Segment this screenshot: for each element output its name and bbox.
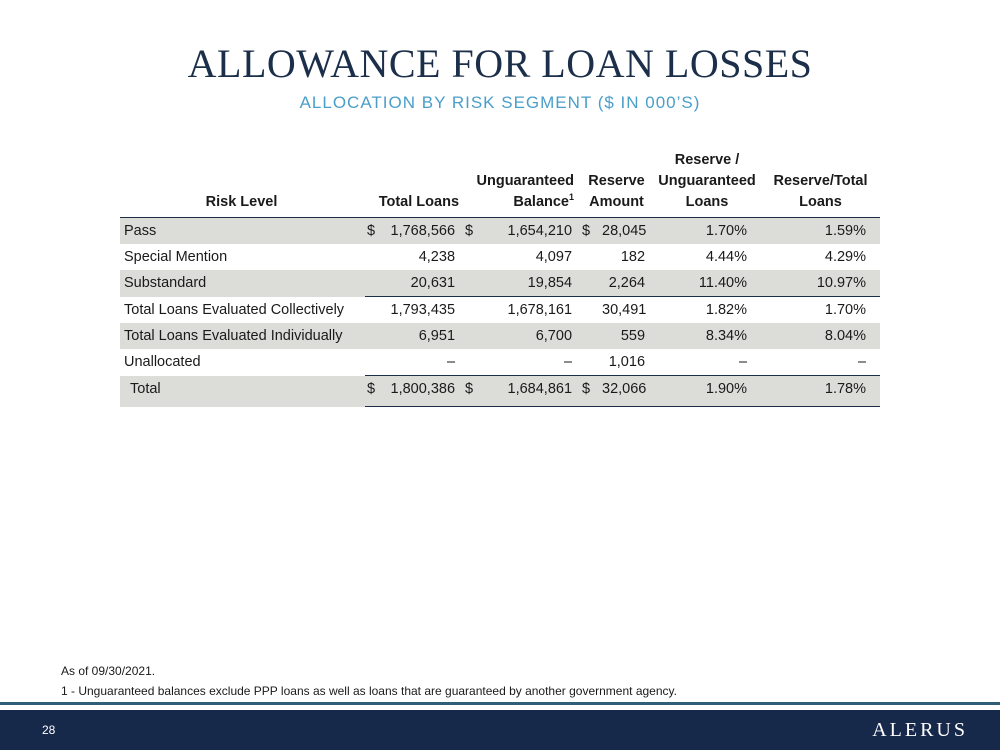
cell-unguaranteed: 1,678,161 — [483, 297, 580, 324]
table-total-double-underline — [120, 407, 880, 410]
row-label: Pass — [120, 218, 365, 245]
row-label: Total — [120, 376, 365, 403]
table-row-pass — [120, 218, 880, 245]
cell-reserve-total: 4.29% — [824, 249, 867, 265]
cell-reserve-unguaranteed: 1.82% — [653, 297, 761, 324]
dollar-sign: $ — [580, 218, 598, 245]
cell-reserve: 28,045 — [598, 218, 653, 245]
cell-reserve: 182 — [620, 249, 646, 265]
header-risk-level: Risk Level — [205, 194, 278, 210]
cell-total-loans: 1,793,435 — [385, 297, 463, 324]
header-reserve-total: Reserve/Total Loans — [773, 173, 868, 210]
allowance-table — [120, 150, 880, 409]
row-label: Total Loans Evaluated Collectively — [124, 301, 345, 318]
cell-unguaranteed: 6,700 — [483, 323, 580, 349]
cell-total-loans: 1,800,386 — [385, 376, 463, 403]
footer-divider — [0, 702, 1000, 705]
table-row-evaluated-individually — [120, 323, 880, 349]
dollar-sign: $ — [365, 218, 385, 245]
as-of-note: As of 09/30/2021. — [61, 664, 156, 678]
cell-reserve: 1,016 — [608, 354, 646, 370]
cell-unguaranteed: 19,854 — [483, 270, 580, 297]
cell-reserve-unguaranteed: – — [738, 354, 748, 370]
row-label: Unallocated — [124, 354, 201, 371]
footer-bar — [0, 710, 1000, 750]
cell-unguaranteed: 4,097 — [535, 249, 573, 265]
cell-total-loans: 1,768,566 — [385, 218, 463, 245]
table-row-special-mention — [120, 244, 880, 270]
cell-total-loans: – — [446, 354, 456, 370]
header-total-loans: Total Loans — [378, 194, 460, 210]
cell-reserve: 559 — [598, 323, 653, 349]
page-subtitle: ALLOCATION BY RISK SEGMENT ($ IN 000’S) — [299, 93, 701, 112]
cell-unguaranteed: – — [563, 354, 573, 370]
cell-reserve-unguaranteed: 1.90% — [653, 376, 761, 403]
cell-unguaranteed: 1,684,861 — [483, 376, 580, 403]
cell-reserve-total: – — [857, 354, 867, 370]
cell-unguaranteed: 1,654,210 — [483, 218, 580, 245]
header-reserve-unguaranteed: Reserve / Unguaranteed Loans — [658, 152, 756, 210]
dollar-sign: $ — [580, 376, 598, 403]
dollar-sign: $ — [463, 218, 483, 245]
header-unguaranteed-balance: Unguaranteed Balance$^1$ — [476, 173, 575, 210]
page-title: ALLOWANCE FOR LOAN LOSSES — [187, 41, 813, 86]
cell-reserve-total: 1.59% — [761, 218, 880, 245]
dollar-sign: $ — [365, 376, 385, 403]
table-header-row — [120, 150, 880, 218]
cell-reserve-unguaranteed: 1.70% — [653, 218, 761, 245]
cell-total-loans: 4,238 — [418, 249, 456, 265]
dollar-sign: $ — [463, 376, 483, 403]
table-row-substandard — [120, 270, 880, 297]
footnote: 1 - Unguaranteed balances exclude PPP loans as well as loans that are guaranteed by another government agency. — [61, 684, 677, 698]
cell-reserve: 2,264 — [598, 270, 653, 297]
row-label: Special Mention — [124, 249, 228, 265]
header-reserve-amount: Reserve Amount — [588, 173, 645, 210]
cell-reserve-total: 1.78% — [761, 376, 880, 403]
cell-reserve: 30,491 — [598, 297, 653, 324]
alerus-logo: ALERUS — [872, 719, 968, 741]
cell-total-loans: 20,631 — [385, 270, 463, 297]
cell-total-loans: 6,951 — [385, 323, 463, 349]
cell-reserve-unguaranteed: 4.44% — [705, 249, 748, 265]
cell-reserve-unguaranteed: 11.40% — [653, 270, 761, 297]
table-row-unallocated — [120, 349, 880, 376]
row-label: Substandard — [120, 270, 365, 297]
cell-reserve-unguaranteed: 8.34% — [653, 323, 761, 349]
table-row-evaluated-collectively — [120, 297, 880, 324]
row-label: Total Loans Evaluated Individually — [120, 323, 365, 349]
page-number: 28 — [42, 723, 56, 737]
cell-reserve-total: 8.04% — [761, 323, 880, 349]
cell-reserve: 32,066 — [598, 376, 653, 403]
cell-reserve-total: 10.97% — [761, 270, 880, 297]
table-row-total — [120, 376, 880, 403]
cell-reserve-total: 1.70% — [761, 297, 880, 324]
